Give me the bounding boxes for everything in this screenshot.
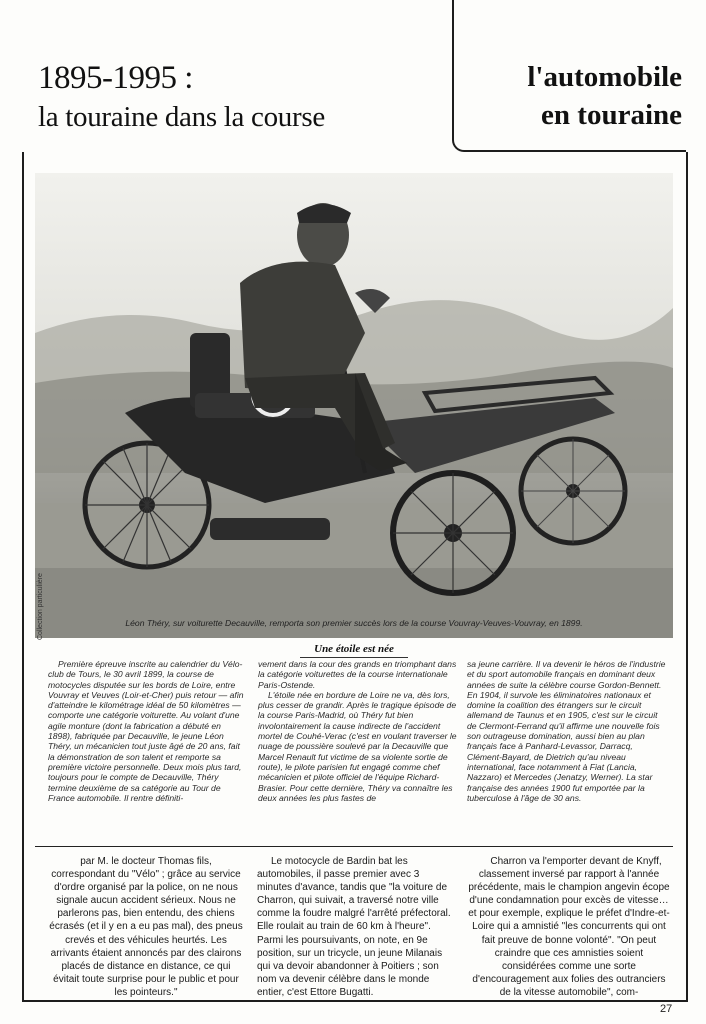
body-paragraph: par M. le docteur Thomas fils, correspondant du "Vélo" ; grâce au service d'ordre organisé par la police, on ne nous signale aucun accident sérieux. Nous ne parlerons pas, bien entendu, des chiens écrasés (et il y en a eu pas mal), des pneus crevés et des véhicules heurtés. Les arrivants étaient annoncés par des clairons placés de distance en distance, ce qui évitait toute surprise pour le public et pour les pointeurs." — [49, 856, 243, 998]
section-title-line2: en touraine — [541, 99, 682, 131]
inset-paragraph: Première épreuve inscrite au calendrier du Vélo-club de Tours, le 30 avril 1899, la course de motocycles disputée sur les bords de Loire, entre Vouvray et Veuves (Loir-et-Cher) puis retour — afin d'atteindre le kilométrage idéal de 50 kilomètres — comporte une catégorie voiturette. Au volant d'une agile monture (dont la fabrication a débuté en 1898), fabriquée par Decauville, le jeune Léon Théry, un mécanicien tout juste âgé de 20 ans, fait la démonstration de son talent et remporte sa première victoire personnelle. Deux mois plus tard, toujours pour le compte de Decauville, Théry termine deuxième de sa catégorie au Tour de France automobile. Il rentre définiti- — [48, 659, 244, 803]
inset-title-underline — [300, 657, 408, 658]
section-title-line1: l'automobile — [527, 61, 682, 93]
inset-column-2 — [258, 659, 458, 803]
body-column-3 — [468, 855, 670, 999]
inset-bottom-rule — [35, 846, 673, 847]
page-border-bottom — [22, 1000, 688, 1002]
page-border-left — [22, 152, 24, 1000]
inset-column-1 — [48, 659, 245, 803]
page-title-line2: la touraine dans la course — [38, 101, 325, 133]
page-border-right — [686, 152, 688, 1000]
body-column-1 — [48, 855, 244, 999]
page-title — [38, 58, 325, 136]
body-paragraph: Charron va l'emporter devant de Knyff, classement inversé par rapport à l'année précédente, mais le champion angevin écope d'une condamnation pour excès de vitesse… et pour exemple, explique le préfet d'Indre-et-Loire qui a amnistié "les concurrents qui ont fait preuve de bonne volonté". "On peut craindre que ces amnisties soient considérées comme une sorte d'encouragement aux folies des outranciers de la vitesse automobile", com- — [468, 856, 670, 998]
body-paragraph: Le motocycle de Bardin bat les automobiles, il passe premier avec 3 minutes d'avance, tandis que "la voiture de Charron, qui suivait, a traversé notre ville comme la foudre malgré l'arrêté préfectoral. Elle roulait au train de 60 km à l'heure". Parmi les poursuivants, on note, en 9e position, sur un tricycle, un jeune Milanais qui va devoir abandonner à Poitiers ; son nom va devenir célèbre dans le monde entier, c'est Ettore Bugatti. — [257, 856, 451, 998]
inset-paragraph: sa jeune carrière. Il va devenir le héros de l'industrie et du sport automobile français en dominant deux années de suite la célèbre course Gordon-Bennett. En 1904, il survole les éliminatoires nationaux et domine la coalition des étrangers sur le circuit allemand de Taunus et en 1905, c'est sur le circuit de Clermont-Ferrand qu'il affirme une nouvelle fois son outrageuse domination, aussi bien au plan français face à Panhard-Levassor, Darracq, Clément-Bayard, de Dietrich qu'au niveau international, face notamment à Fiat (Lancia, Nazzaro) et Mercedes (Jenatzy, Werner). La star française des années 1900 fut emportée par la tuberculose à l'âge de 30 ans. — [467, 659, 666, 803]
inset-paragraph: vement dans la cour des grands en triomphant dans la catégorie voiturettes de la course internationale Paris-Ostende. — [258, 659, 457, 690]
inset-column-3 — [467, 659, 668, 803]
page-title-line1: 1895-1995 : — [38, 60, 193, 96]
section-title-header — [462, 58, 682, 134]
photo-credit-text: Collection particulière — [37, 573, 44, 640]
page-number: 27 — [660, 1003, 673, 1015]
body-column-2 — [257, 855, 457, 999]
inset-paragraph: L'étoile née en bordure de Loire ne va, dès lors, plus cesser de grandir. Après le tragique épisode de la course Paris-Madrid, où Théry fut bien involontairement la cause indirecte de l'accident mortel de Couhé-Verac (c'est en voulant traverser le nuage de poussière soulevé par la Decauville que Marcel Renault fut victime de sa violente sortie de route), le pilote parisien fut engagé comme chef mécanicien et pilote officiel de l'équipe Richard-Brasier. Pour cette dernière, Théry va connaître les deux années les plus fastes de — [258, 689, 457, 803]
vintage-car-photo — [35, 173, 673, 638]
inset-title: Une étoile est née — [314, 643, 394, 655]
car-photo-illustration — [35, 173, 673, 638]
photo-caption: Léon Théry, sur voiturette Decauville, remporta son premier succès lors de la course Vouvray-Veuves-Vouvray, en 1899. — [125, 618, 583, 628]
